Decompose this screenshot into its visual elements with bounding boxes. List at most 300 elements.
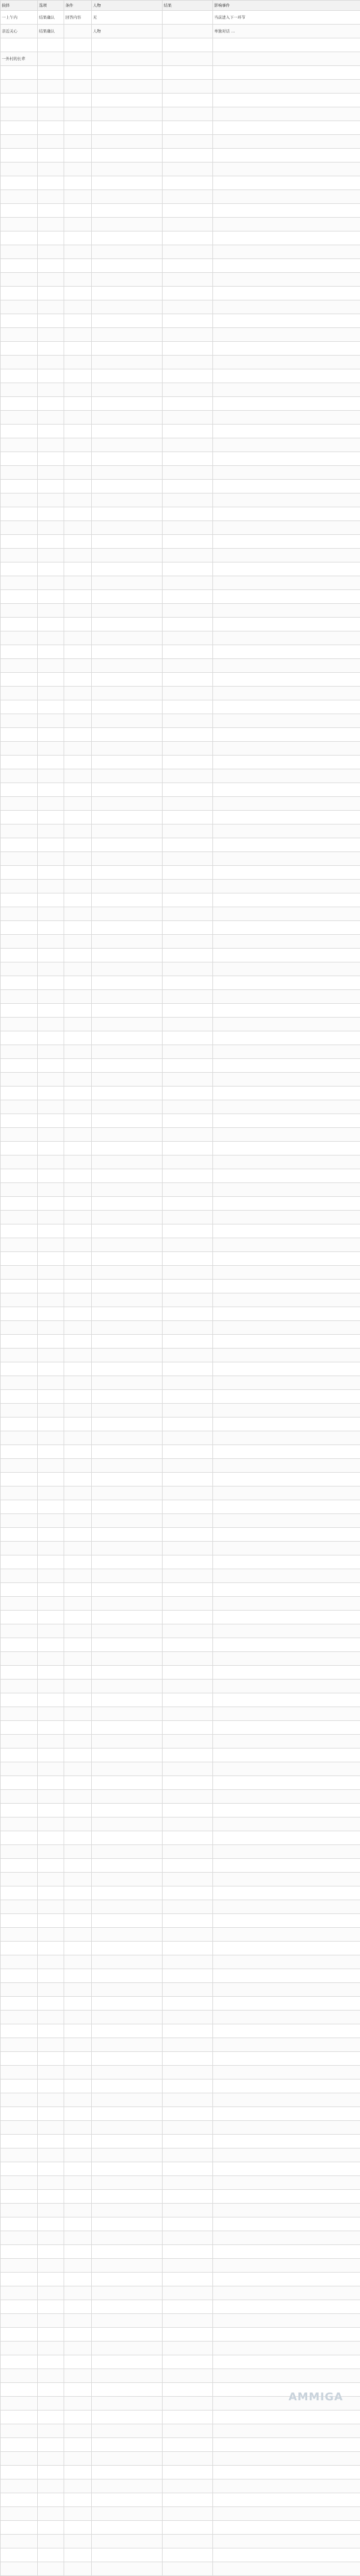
table-cell [92,2397,163,2411]
table-cell [163,687,213,700]
table-cell [38,1652,64,1666]
table-cell [163,2411,213,2424]
table-cell [64,2479,92,2493]
table-body [1,11,360,2576]
table-cell [64,1721,92,1735]
table-cell [92,549,163,562]
table-cell [92,2148,163,2162]
table-cell [213,1721,360,1735]
table-row [1,893,360,907]
table-cell [163,935,213,949]
table-cell [1,1500,38,1514]
table-cell [163,1404,213,1418]
table-row [1,1486,360,1500]
table-cell [38,700,64,714]
table-row [1,2273,360,2286]
table-cell [38,880,64,893]
table-cell [213,2024,360,2038]
table-cell [163,1169,213,1183]
table-cell [38,1693,64,1707]
table-row [1,1790,360,1804]
table-cell [163,1555,213,1569]
table-cell [38,107,64,121]
table-cell [213,1790,360,1804]
table-cell [213,1183,360,1197]
table-cell [1,1721,38,1735]
table-cell [38,2217,64,2231]
table-cell [64,1886,92,1900]
table-cell [64,1266,92,1280]
table-cell [38,135,64,149]
table-row [1,466,360,480]
table-cell [163,80,213,94]
table-cell [1,742,38,756]
table-cell [64,1280,92,1293]
table-row [1,1859,360,1873]
table-row [1,590,360,604]
table-cell [163,493,213,507]
table-cell [64,1707,92,1721]
table-row [1,1114,360,1128]
table-cell [1,493,38,507]
table-cell [213,990,360,1004]
table-cell [163,2259,213,2273]
table-cell [92,1114,163,1128]
table-cell [1,2300,38,2314]
table-cell [64,1514,92,1528]
table-cell [213,2231,360,2245]
table-row [1,866,360,880]
table-cell [163,1776,213,1790]
table-row [1,2176,360,2190]
table-cell [163,756,213,769]
table-cell [1,245,38,259]
table-cell [213,1473,360,1486]
table-cell [38,328,64,342]
table-cell [92,162,163,176]
table-cell [64,162,92,176]
table-row [1,1611,360,1624]
table-cell [213,714,360,728]
table-row [1,1666,360,1680]
table-cell [213,562,360,576]
table-row [1,1321,360,1335]
table-cell [213,1831,360,1845]
table-cell [92,52,163,66]
table-cell [38,176,64,190]
table-cell [1,2562,38,2576]
table-cell [213,149,360,162]
table-cell [92,149,163,162]
table-cell [38,1087,64,1100]
table-cell [64,2466,92,2479]
table-cell [38,1252,64,1266]
table-cell [1,2411,38,2424]
table-row [1,604,360,618]
table-cell [92,1390,163,1404]
table-cell [163,549,213,562]
table-cell [38,2011,64,2024]
table-row [1,300,360,314]
table-cell [163,38,213,52]
table-cell [92,2176,163,2190]
table-cell [92,1776,163,1790]
table-row [1,493,360,507]
table-cell [64,2245,92,2259]
table-cell [64,1169,92,1183]
table-row [1,1362,360,1376]
table-cell [163,1969,213,1983]
table-cell [163,1114,213,1128]
table-cell [163,1045,213,1059]
table-cell [92,2245,163,2259]
table-cell [92,2314,163,2328]
table-row [1,756,360,769]
table-cell [64,2135,92,2148]
table-cell [64,2121,92,2135]
table-cell [38,1597,64,1611]
table-cell [163,176,213,190]
table-row [1,935,360,949]
table-cell [64,1611,92,1624]
table-cell [92,2162,163,2176]
table-cell [92,907,163,921]
table-cell [1,2052,38,2066]
table-cell [163,962,213,976]
table-cell [64,2148,92,2162]
table-cell [1,1252,38,1266]
table-cell [92,1873,163,1886]
table-cell [213,1004,360,1018]
table-cell [38,80,64,94]
table-cell [1,1445,38,1459]
table-cell [1,1321,38,1335]
table-row [1,2535,360,2548]
table-cell [213,259,360,273]
table-cell [38,576,64,590]
table-cell [92,618,163,631]
table-cell [38,342,64,356]
table-cell [213,631,360,645]
table-row [1,838,360,852]
table-cell [163,1307,213,1321]
table-cell [64,756,92,769]
table-cell [163,218,213,231]
table-cell [64,287,92,300]
table-cell [38,907,64,921]
table-cell [1,1349,38,1362]
table-cell [163,728,213,742]
table-cell [92,2273,163,2286]
table-cell [38,1514,64,1528]
table-cell [64,1362,92,1376]
table-cell [213,1900,360,1914]
table-cell [213,824,360,838]
table-cell [38,1997,64,2011]
table-cell [213,1404,360,1418]
table-cell [163,190,213,204]
table-cell [213,425,360,438]
column-header: 抉择 [1,1,38,11]
table-cell [213,369,360,383]
table-cell [163,1335,213,1349]
table-cell [64,1238,92,1252]
table-cell [64,383,92,397]
table-row [1,1942,360,1955]
table-cell [163,2135,213,2148]
table-cell [213,1652,360,1666]
table-row [1,1817,360,1831]
table-cell [163,2245,213,2259]
table-cell [38,2300,64,2314]
table-cell [1,1100,38,1114]
table-cell [64,466,92,480]
table-cell [213,1845,360,1859]
table-cell [213,2369,360,2383]
table-cell [1,149,38,162]
table-row [1,2135,360,2148]
table-cell [38,521,64,535]
table-cell [213,66,360,80]
table-cell [38,2493,64,2507]
table-cell [92,659,163,673]
table-cell [38,2107,64,2121]
table-cell [64,1100,92,1114]
table-cell [163,2548,213,2562]
table-row [1,659,360,673]
table-cell [213,466,360,480]
table-cell [163,1473,213,1486]
table-cell [38,1473,64,1486]
table-cell [1,1707,38,1721]
table-cell [38,162,64,176]
table-cell [1,2438,38,2452]
table-row [1,1652,360,1666]
table-cell [92,2479,163,2493]
table-cell [38,1224,64,1238]
table-cell [213,935,360,949]
table-cell [1,866,38,880]
table-cell [213,1514,360,1528]
table-cell [64,549,92,562]
table-cell [213,700,360,714]
table-cell [163,838,213,852]
table-row [1,2217,360,2231]
table-cell [64,1004,92,1018]
table-cell [213,645,360,659]
table-cell [92,1624,163,1638]
table-cell [64,493,92,507]
table-cell [1,1790,38,1804]
table-cell [92,300,163,314]
table-cell [1,1983,38,1997]
table-cell [1,1597,38,1611]
table-cell [38,1983,64,1997]
table-cell [1,1528,38,1542]
table-cell [92,714,163,728]
table-cell [1,1293,38,1307]
table-cell [38,1969,64,1983]
table-cell [38,1831,64,1845]
table-cell [163,1652,213,1666]
table-cell [213,756,360,769]
table-cell [38,1376,64,1390]
table-cell [38,1390,64,1404]
table-cell [1,383,38,397]
table-cell [38,1004,64,1018]
table-cell [92,2355,163,2369]
table-cell [38,590,64,604]
table-row [1,824,360,838]
table-cell [64,2300,92,2314]
table-cell [1,673,38,687]
table-cell [92,2011,163,2024]
table-cell [92,962,163,976]
table-cell [38,1762,64,1776]
table-cell [213,2535,360,2548]
table-cell [1,1404,38,1418]
table-cell [38,245,64,259]
table-cell [1,893,38,907]
table-cell [64,452,92,466]
table-row [1,1459,360,1473]
table-cell [163,562,213,576]
table-cell [92,1735,163,1749]
table-cell [64,1500,92,1514]
table-cell [92,1555,163,1569]
table-cell [92,438,163,452]
table-cell [163,2148,213,2162]
table-cell [1,1280,38,1293]
table-cell [92,1721,163,1735]
table-cell [1,2328,38,2342]
table-row [1,1997,360,2011]
table-cell [163,2355,213,2369]
table-cell [92,631,163,645]
table-row [1,1873,360,1886]
table-row [1,1983,360,1997]
table-cell [92,328,163,342]
table-cell [64,425,92,438]
table-cell [92,2493,163,2507]
table-cell [163,2493,213,2507]
table-cell [163,1362,213,1376]
table-cell [1,2176,38,2190]
table-cell [213,1928,360,1942]
table-cell [92,838,163,852]
table-cell [1,2080,38,2093]
table-row [1,2466,360,2479]
table-cell [64,1293,92,1307]
table-cell [92,1376,163,1390]
table-row [1,425,360,438]
table-cell [92,976,163,990]
table-row [1,2424,360,2438]
table-cell [92,1859,163,1873]
table-cell [213,1873,360,1886]
table-cell [213,1280,360,1293]
table-cell [64,824,92,838]
table-cell [213,1224,360,1238]
table-cell [163,507,213,521]
table-cell [64,2438,92,2452]
table-cell [1,259,38,273]
table-cell [163,1224,213,1238]
table-cell [64,2383,92,2397]
table-cell [64,1197,92,1211]
table-cell [1,2148,38,2162]
table-cell [64,1349,92,1362]
table-cell: 单独对话 … [213,25,360,38]
table-cell [213,1376,360,1390]
table-cell [64,576,92,590]
table-cell [92,1707,163,1721]
table-cell [64,300,92,314]
table-cell [92,1045,163,1059]
table-cell [64,1486,92,1500]
table-cell [64,2107,92,2121]
table-cell [64,52,92,66]
table-cell [163,2466,213,2479]
table-row [1,135,360,149]
table-cell [38,1528,64,1542]
table-cell [92,107,163,121]
table-row [1,1528,360,1542]
table-cell [163,1597,213,1611]
table-cell [213,1169,360,1183]
table-cell [92,507,163,521]
table-cell [213,2479,360,2493]
table-cell [1,342,38,356]
table-cell [163,907,213,921]
table-cell [213,2245,360,2259]
table-cell [1,2024,38,2038]
table-cell [213,2259,360,2273]
table-cell [64,259,92,273]
table-cell [1,1997,38,2011]
table-cell [213,1321,360,1335]
table-cell [213,1197,360,1211]
table-cell [92,1087,163,1100]
table-cell [1,135,38,149]
table-cell [1,1211,38,1224]
table-cell [64,562,92,576]
table-cell [92,893,163,907]
table-row [1,1224,360,1238]
table-cell [64,1376,92,1390]
table-cell [38,1418,64,1431]
table-cell [1,2162,38,2176]
table-cell [64,1928,92,1942]
table-cell [92,1900,163,1914]
table-cell [38,2507,64,2521]
table-cell [92,204,163,218]
table-cell [92,1638,163,1652]
table-cell [163,1721,213,1735]
table-cell [1,1624,38,1638]
table-cell [64,1128,92,1142]
table-cell [163,1859,213,1873]
table-row [1,259,360,273]
table-cell [1,604,38,618]
column-header: 影响事件 [213,1,360,11]
table-row [1,907,360,921]
table-cell [64,66,92,80]
table-row [1,2038,360,2052]
table-cell [163,1542,213,1555]
table-cell [213,1445,360,1459]
table-cell [1,438,38,452]
